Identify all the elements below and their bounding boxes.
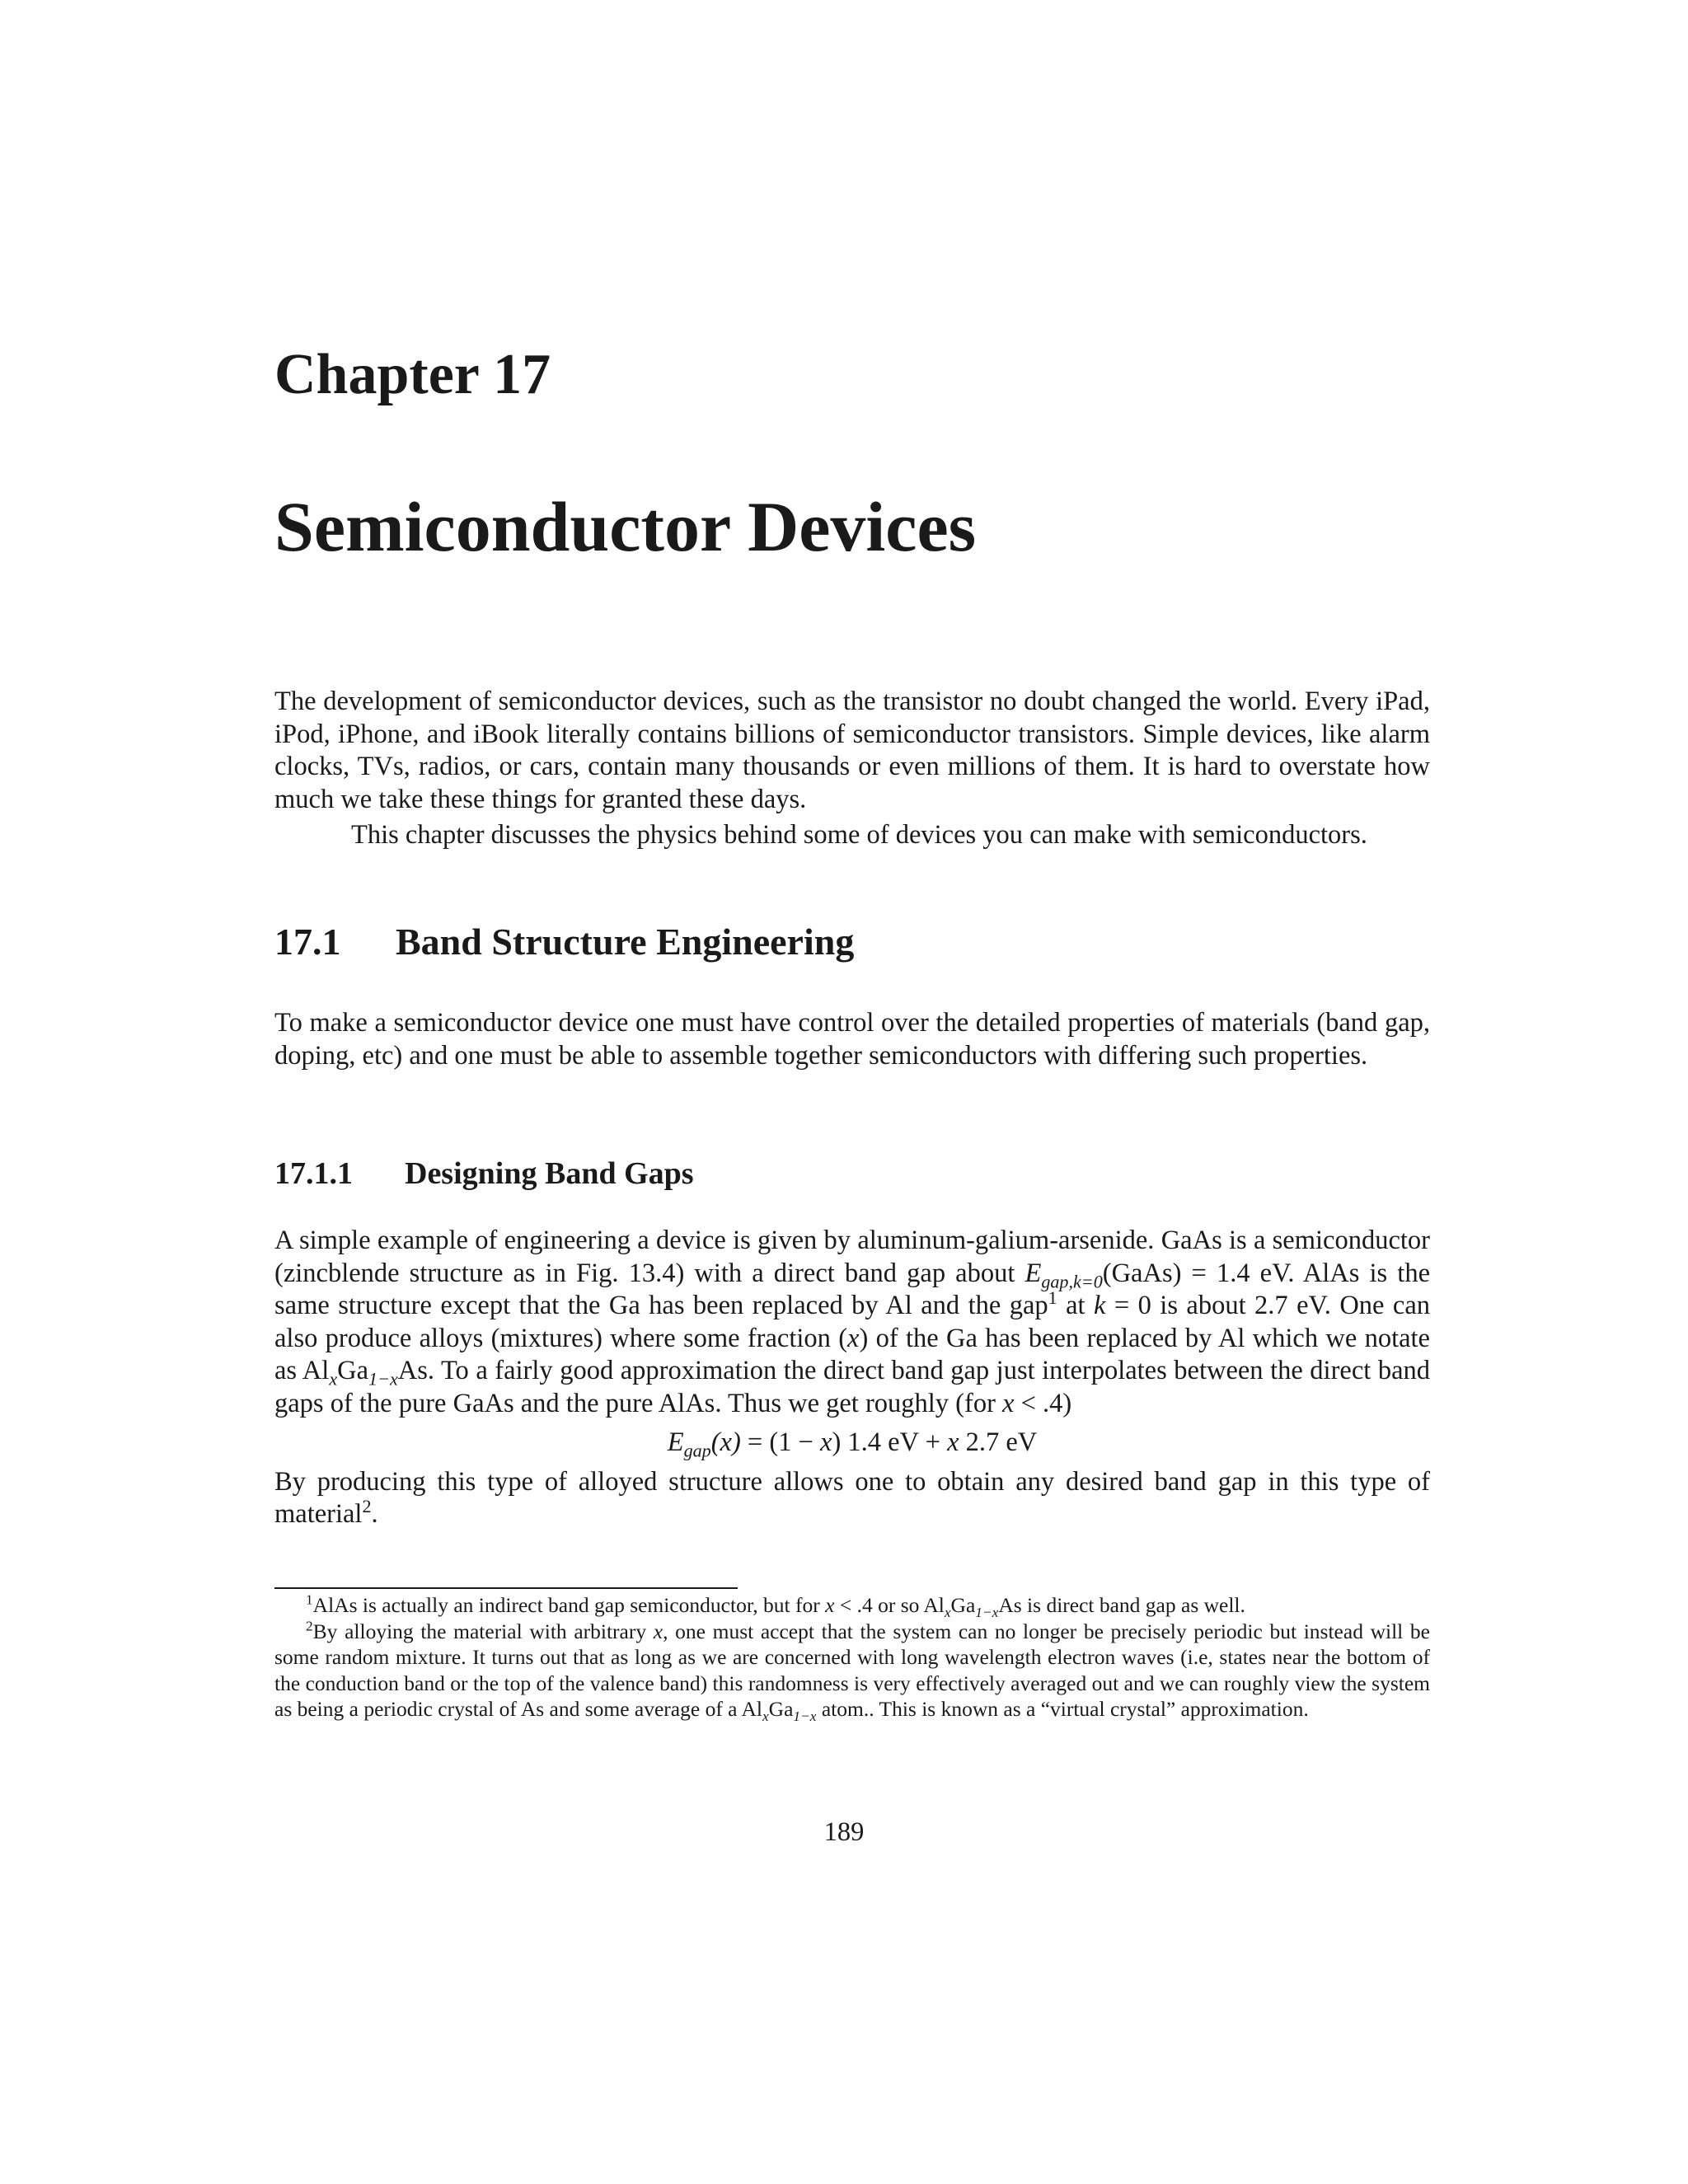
chapter-title: Semiconductor Devices	[274, 487, 977, 566]
subsection-heading-17-1-1	[274, 1158, 694, 1189]
intro-block	[274, 686, 1430, 852]
intro-paragraph-1: The development of semiconductor devices, such as the transistor no doubt changed the world. Every iPad, iPod, iPhone, and iBook literally contains billions of semiconductor transistors. Simple devices, like alarm clocks, TVs, radios, or cars, contain many thousands or even millions of them. It is hard to overstate how much we take these things for granted these days.	[274, 687, 1430, 814]
footnote-ref-1: 1	[1048, 1287, 1057, 1309]
footnote-divider	[274, 1587, 738, 1589]
subsection-number: 17.1.1	[274, 1156, 353, 1191]
chapter-label: Chapter 17	[274, 343, 551, 406]
band-gap-equation: $E_{gap}(x) = (1 - x)$ 1.4 eV + x 2.7 eV	[667, 1427, 1038, 1461]
section-title: Band Structure Engineering	[396, 921, 855, 963]
footnote-1: $^1$AlAs is actually an indirect band gap semiconductor, but for x < .4 or so $Al_xGa_{1-x}As$ is direct band gap as well.	[306, 1591, 1245, 1621]
alloy-paragraph: By producing this type of alloyed structure allows one to obtain any desired band gap in this type of material$^2$.	[274, 1466, 1430, 1529]
band-gap-paragraph: A simple example of engineering a device is given by aluminum-galium-arsenide. GaAs is a semiconductor (zincblende structure as in Fig. 13.4) with a direct band gap about $E_{gap,k=0}(GaAs) = 1.4$ eV. AlAs is the same structure except that the Ga has been replaced by Al and the gap$^1$ at k = 0 is about 2.7 eV. One can also produce alloys (mixtures) where some fraction (x) of the Ga has been replaced by Al which we notate as $Al_xGa_{1-x}As$. To a fairly good approximation the direct band gap just interpolates between the direct band gaps of the pure GaAs and the pure AlAs. Thus we get roughly (for x < .4)	[274, 1226, 1430, 1418]
footnote-2: $^2$By alloying the material with arbitrary x, one must accept that the system can no longer be precisely periodic but instead will be some random mixture. It turns out that as long as we are concerned with long wavelength electron waves (i.e, states near the bottom of the conduction band or the top of the valence band) this randomness is very effectively averaged out and we can roughly view the system as being a periodic crystal of As and some average of a $Al_xGa_{1-x}$ atom.. This is known as a “virtual crystal” approximation.	[274, 1618, 1430, 1725]
page-number: 189	[823, 1817, 865, 1847]
section-heading-17-1	[274, 923, 854, 961]
section-17-1-paragraph: To make a semiconductor device one must have control over the detailed properties of materials (band gap, doping, etc) and one must be able to assemble together semiconductors with differing such properties.	[274, 1008, 1430, 1071]
section-17-1-body	[274, 1007, 1430, 1072]
footnote-ref-2: 2	[362, 1496, 372, 1517]
intro-paragraph-2: This chapter discusses the physics behind some of devices you can make with semiconductors.	[351, 820, 1367, 850]
subsection-17-1-1-body	[274, 1225, 1430, 1531]
subsection-title: Designing Band Gaps	[405, 1156, 694, 1191]
section-number: 17.1	[274, 921, 341, 963]
footnotes	[274, 1591, 1430, 1725]
